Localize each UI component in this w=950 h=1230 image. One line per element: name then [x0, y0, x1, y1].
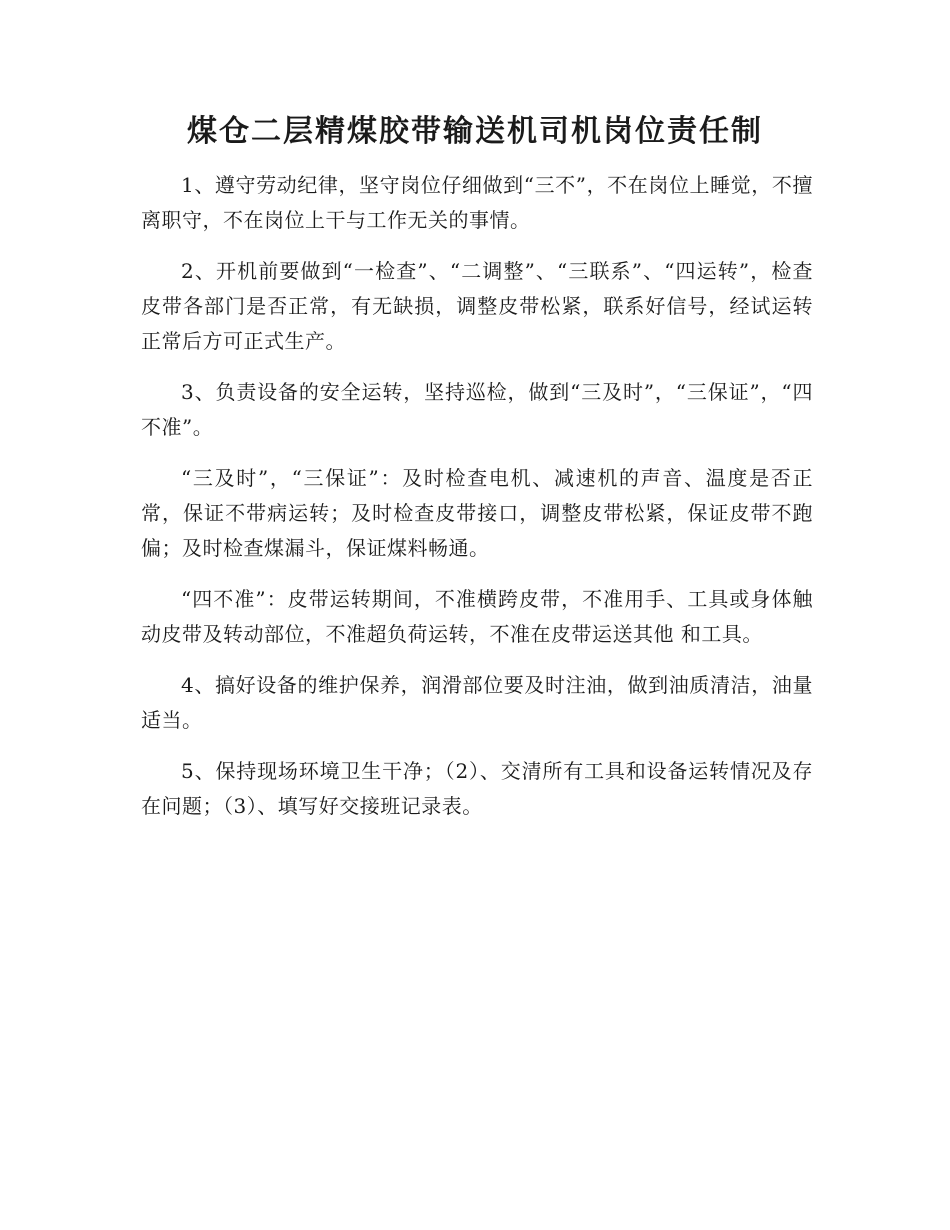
document-body — [141, 168, 813, 840]
paragraph-2: 2、开机前要做到“一检查”、“二调整”、“三联系”、“四运转”，检查皮带各部门是否正常，有无缺损，调整皮带松紧，联系好信号，经试运转正常后方可正式生产。 — [141, 259, 813, 353]
document-title: 煤仓二层精煤胶带输送机司机岗位责任制 — [187, 114, 763, 149]
paragraph-three-timely: “三及时”，“三保证”：及时检查电机、减速机的声音、温度是否正常，保证不带病运转；及时检查皮带接口，调整皮带松紧，保证皮带不跑偏；及时检查煤漏斗，保证煤料畅通。 — [141, 466, 813, 560]
paragraph-3: 3、负责设备的安全运转，坚持巡检，做到“三及时”，“三保证”，“四不准”。 — [141, 380, 813, 439]
paragraph-1: 1、遵守劳动纪律，坚守岗位仔细做到“三不”，不在岗位上睡觉，不擅离职守，不在岗位上干与工作无关的事情。 — [141, 173, 813, 232]
paragraph-5: 5、保持现场环境卫生干净；（2）、交清所有工具和设备运转情况及存在问题；（3）、填写好交接班记录表。 — [141, 759, 813, 818]
paragraph-four-prohibitions: “四不准”：皮带运转期间，不准横跨皮带，不准用手、工具或身体触动皮带及转动部位，不准超负荷运转，不准在皮带运送其他 和工具。 — [141, 587, 813, 646]
paragraph-4: 4、搞好设备的维护保养，润滑部位要及时注油，做到油质清洁，油量适当。 — [141, 673, 813, 732]
